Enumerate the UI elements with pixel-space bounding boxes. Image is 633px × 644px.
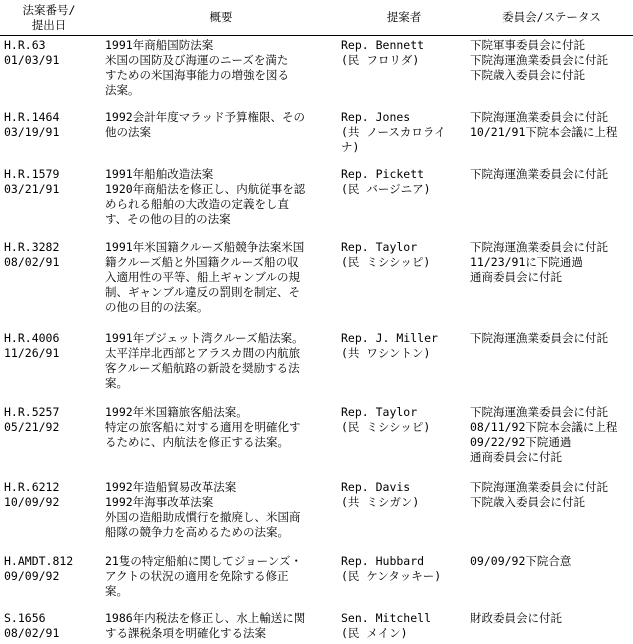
summary-line: すための米国海事能力の増強を図る — [105, 68, 289, 82]
committee-status-line: 通商委員会に付託 — [470, 270, 562, 284]
summary-line: 1991年船舶改造法案 — [105, 167, 214, 181]
summary-line: 外国の造船助成慣行を撤廃し、米国商 — [105, 510, 301, 524]
sponsor-cell — [341, 405, 469, 435]
committee-status-line: 08/11/92下院本会議に上程 — [470, 420, 618, 434]
table-header — [0, 0, 633, 34]
committee-status-line: 通商委員会に付託 — [470, 450, 562, 464]
header-committee-status: 委員会/ステータス — [502, 10, 601, 24]
bill-number-cell — [4, 38, 100, 68]
summary-line: 1920年商船法を修正し、内航従事を認 — [105, 182, 306, 196]
header-bill-number: 法案番号/ 提出日 — [22, 3, 76, 32]
bill-number-cell — [4, 611, 100, 641]
summary-line: 入適用性の平等、船上ギャンブルの規 — [105, 270, 301, 284]
bill-number-line: 09/09/92 — [4, 569, 60, 583]
summary-line: 1991年商船国防法案 — [105, 38, 214, 52]
summary-cell — [105, 611, 337, 641]
summary-line: す、その他の目的の法案 — [105, 212, 231, 226]
bill-number-line: 03/21/91 — [4, 182, 60, 196]
summary-line: 1992会計年度マラッド予算権限、その — [105, 110, 305, 124]
bill-number-line: H.R.1464 — [4, 110, 60, 124]
committee-status-line: 下院歳入委員会に付託 — [470, 68, 585, 82]
summary-line: の他の目的の法案。 — [105, 300, 209, 314]
summary-line: 太平洋岸北西部とアラスカ間の内航旅 — [105, 346, 301, 360]
summary-cell — [105, 240, 337, 315]
sponsor-line: Rep. Davis — [341, 480, 411, 494]
committee-status-line: 下院海運漁業委員会に付託 — [470, 331, 608, 345]
committee-status-line: 09/22/92下院通過 — [470, 435, 572, 449]
summary-line: 客クルーズ船航路の新設を奨励する法 — [105, 361, 300, 375]
bill-number-line: H.R.6212 — [4, 480, 60, 494]
committee-status-cell — [470, 554, 633, 569]
summary-cell — [105, 480, 337, 540]
sponsor-line: ナ) — [341, 140, 360, 154]
sponsor-line: Rep. J. Miller — [341, 331, 438, 345]
bill-number-line: 01/03/91 — [4, 53, 60, 67]
sponsor-cell — [341, 331, 469, 361]
bill-number-line: H.AMDT.812 — [4, 554, 74, 568]
committee-status-line: 09/09/92下院合意 — [470, 554, 572, 568]
committee-status-cell — [470, 38, 633, 83]
summary-line: 米国の国防及び海運のニーズを満た — [105, 53, 289, 67]
bill-number-cell — [4, 554, 100, 584]
sponsor-cell — [341, 611, 469, 641]
committee-status-line: 下院歳入委員会に付託 — [470, 495, 585, 509]
sponsor-line: Rep. Hubbard — [341, 554, 425, 568]
summary-line: 1986年内税法を修正し、水上輸送に関 — [105, 611, 306, 625]
sponsor-cell — [341, 110, 469, 155]
sponsor-cell — [341, 480, 469, 510]
bill-number-cell — [4, 480, 100, 510]
bill-number-line: H.R.4006 — [4, 331, 60, 345]
summary-line: 案。 — [105, 376, 128, 390]
sponsor-line: (共 ミシガン) — [341, 495, 420, 509]
summary-line: 案。 — [105, 584, 128, 598]
committee-status-line: 下院海運漁業委員会に付託 — [470, 405, 608, 419]
bill-number-line: H.R.63 — [4, 38, 46, 52]
sponsor-cell — [341, 167, 469, 197]
committee-status-cell — [470, 240, 633, 285]
committee-status-line: 11/23/91に下院通過 — [470, 255, 583, 269]
committee-status-cell — [470, 110, 633, 140]
bill-number-line: 05/21/92 — [4, 420, 60, 434]
bill-number-cell — [4, 405, 100, 435]
summary-line: 制、ギャンブル違反の罰則を制定、そ — [105, 285, 301, 299]
header-sponsor: 提案者 — [386, 10, 422, 24]
sponsor-cell — [341, 554, 469, 584]
summary-cell — [105, 167, 337, 227]
summary-cell — [105, 38, 337, 98]
sponsor-line: Rep. Taylor — [341, 405, 418, 419]
committee-status-line: 財政委員会に付託 — [470, 611, 562, 625]
bill-number-line: 08/02/91 — [4, 255, 60, 269]
bill-number-line: 03/19/91 — [4, 125, 60, 139]
bill-number-cell — [4, 110, 100, 140]
committee-status-cell — [470, 331, 633, 346]
bill-number-line: 10/09/92 — [4, 495, 60, 509]
header-summary: 概要 — [209, 10, 233, 24]
summary-line: 法案。 — [105, 83, 140, 97]
committee-status-line: 下院海運漁業委員会に付託 — [470, 480, 608, 494]
summary-line: 1992年米国籍旅客船法案。 — [105, 405, 248, 419]
bill-number-cell — [4, 240, 100, 270]
sponsor-line: Rep. Taylor — [341, 240, 418, 254]
summary-line: 他の法案 — [105, 125, 151, 139]
sponsor-line: Sen. Mitchell — [341, 611, 432, 625]
summary-cell — [105, 405, 337, 450]
sponsor-line: (民 ミシシッピ) — [341, 255, 431, 269]
bill-number-line: 11/26/91 — [4, 346, 60, 360]
committee-status-line: 下院海運漁業委員会に付託 — [470, 167, 608, 181]
committee-status-cell — [470, 167, 633, 182]
summary-line: められる船舶の大改造の定義をし直 — [105, 197, 289, 211]
sponsor-line: (民 フロリダ) — [341, 53, 420, 67]
committee-status-line: 下院海運漁業委員会に付託 — [470, 53, 608, 67]
sponsor-line: Rep. Bennett — [341, 38, 425, 52]
bill-number-line: H.R.5257 — [4, 405, 60, 419]
summary-cell — [105, 110, 337, 140]
sponsor-cell — [341, 38, 469, 68]
committee-status-line: 下院海運漁業委員会に付託 — [470, 110, 608, 124]
committee-status-line: 下院軍事委員会に付託 — [470, 38, 585, 52]
bill-number-line: H.R.1579 — [4, 167, 60, 181]
sponsor-cell — [341, 240, 469, 270]
header-divider — [0, 35, 633, 36]
bill-number-line: H.R.3282 — [4, 240, 60, 254]
summary-cell — [105, 554, 337, 599]
summary-line: 特定の旅客船に対する適用を明確化す — [105, 420, 301, 434]
bill-number-line: 08/02/91 — [4, 626, 60, 640]
bill-number-cell — [4, 331, 100, 361]
sponsor-line: (民 ミシシッピ) — [341, 420, 431, 434]
summary-line: 21隻の特定船舶に関してジョーンズ・ — [105, 554, 303, 568]
sponsor-line: (共 ノースカロライ — [341, 125, 446, 139]
summary-line: 船隊の競争力を高めるための法案。 — [105, 525, 289, 539]
summary-line: るために、内航法を修正する法案。 — [105, 435, 289, 449]
committee-status-line: 10/21/91下院本会議に上程 — [470, 125, 618, 139]
summary-line: 1992年海事改革法案 — [105, 495, 214, 509]
summary-line: する課税条項を明確化する法案 — [105, 626, 266, 640]
sponsor-line: (民 ケンタッキー) — [341, 569, 442, 583]
summary-line: 1992年造船貿易改革法案 — [105, 480, 237, 494]
summary-line: 籍クルーズ船と外国籍クルーズ船の収 — [105, 255, 299, 269]
committee-status-cell — [470, 405, 633, 465]
summary-line: 1991年米国籍クルーズ船競争法案米国 — [105, 240, 305, 254]
sponsor-line: Rep. Pickett — [341, 167, 425, 181]
sponsor-line: Rep. Jones — [341, 110, 411, 124]
summary-line: アクトの状況の適用を免除する修正 — [105, 569, 289, 583]
committee-status-cell — [470, 480, 633, 510]
committee-status-cell — [470, 611, 633, 626]
bill-number-cell — [4, 167, 100, 197]
summary-cell — [105, 331, 337, 391]
committee-status-line: 下院海運漁業委員会に付託 — [470, 240, 608, 254]
sponsor-line: (民 バージニア) — [341, 182, 431, 196]
sponsor-line: (共 ワシントン) — [341, 346, 431, 360]
bill-number-line: S.1656 — [4, 611, 46, 625]
sponsor-line: (民 メイン) — [341, 626, 408, 640]
summary-line: 1991年プジェット湾クルーズ船法案。 — [105, 331, 304, 345]
